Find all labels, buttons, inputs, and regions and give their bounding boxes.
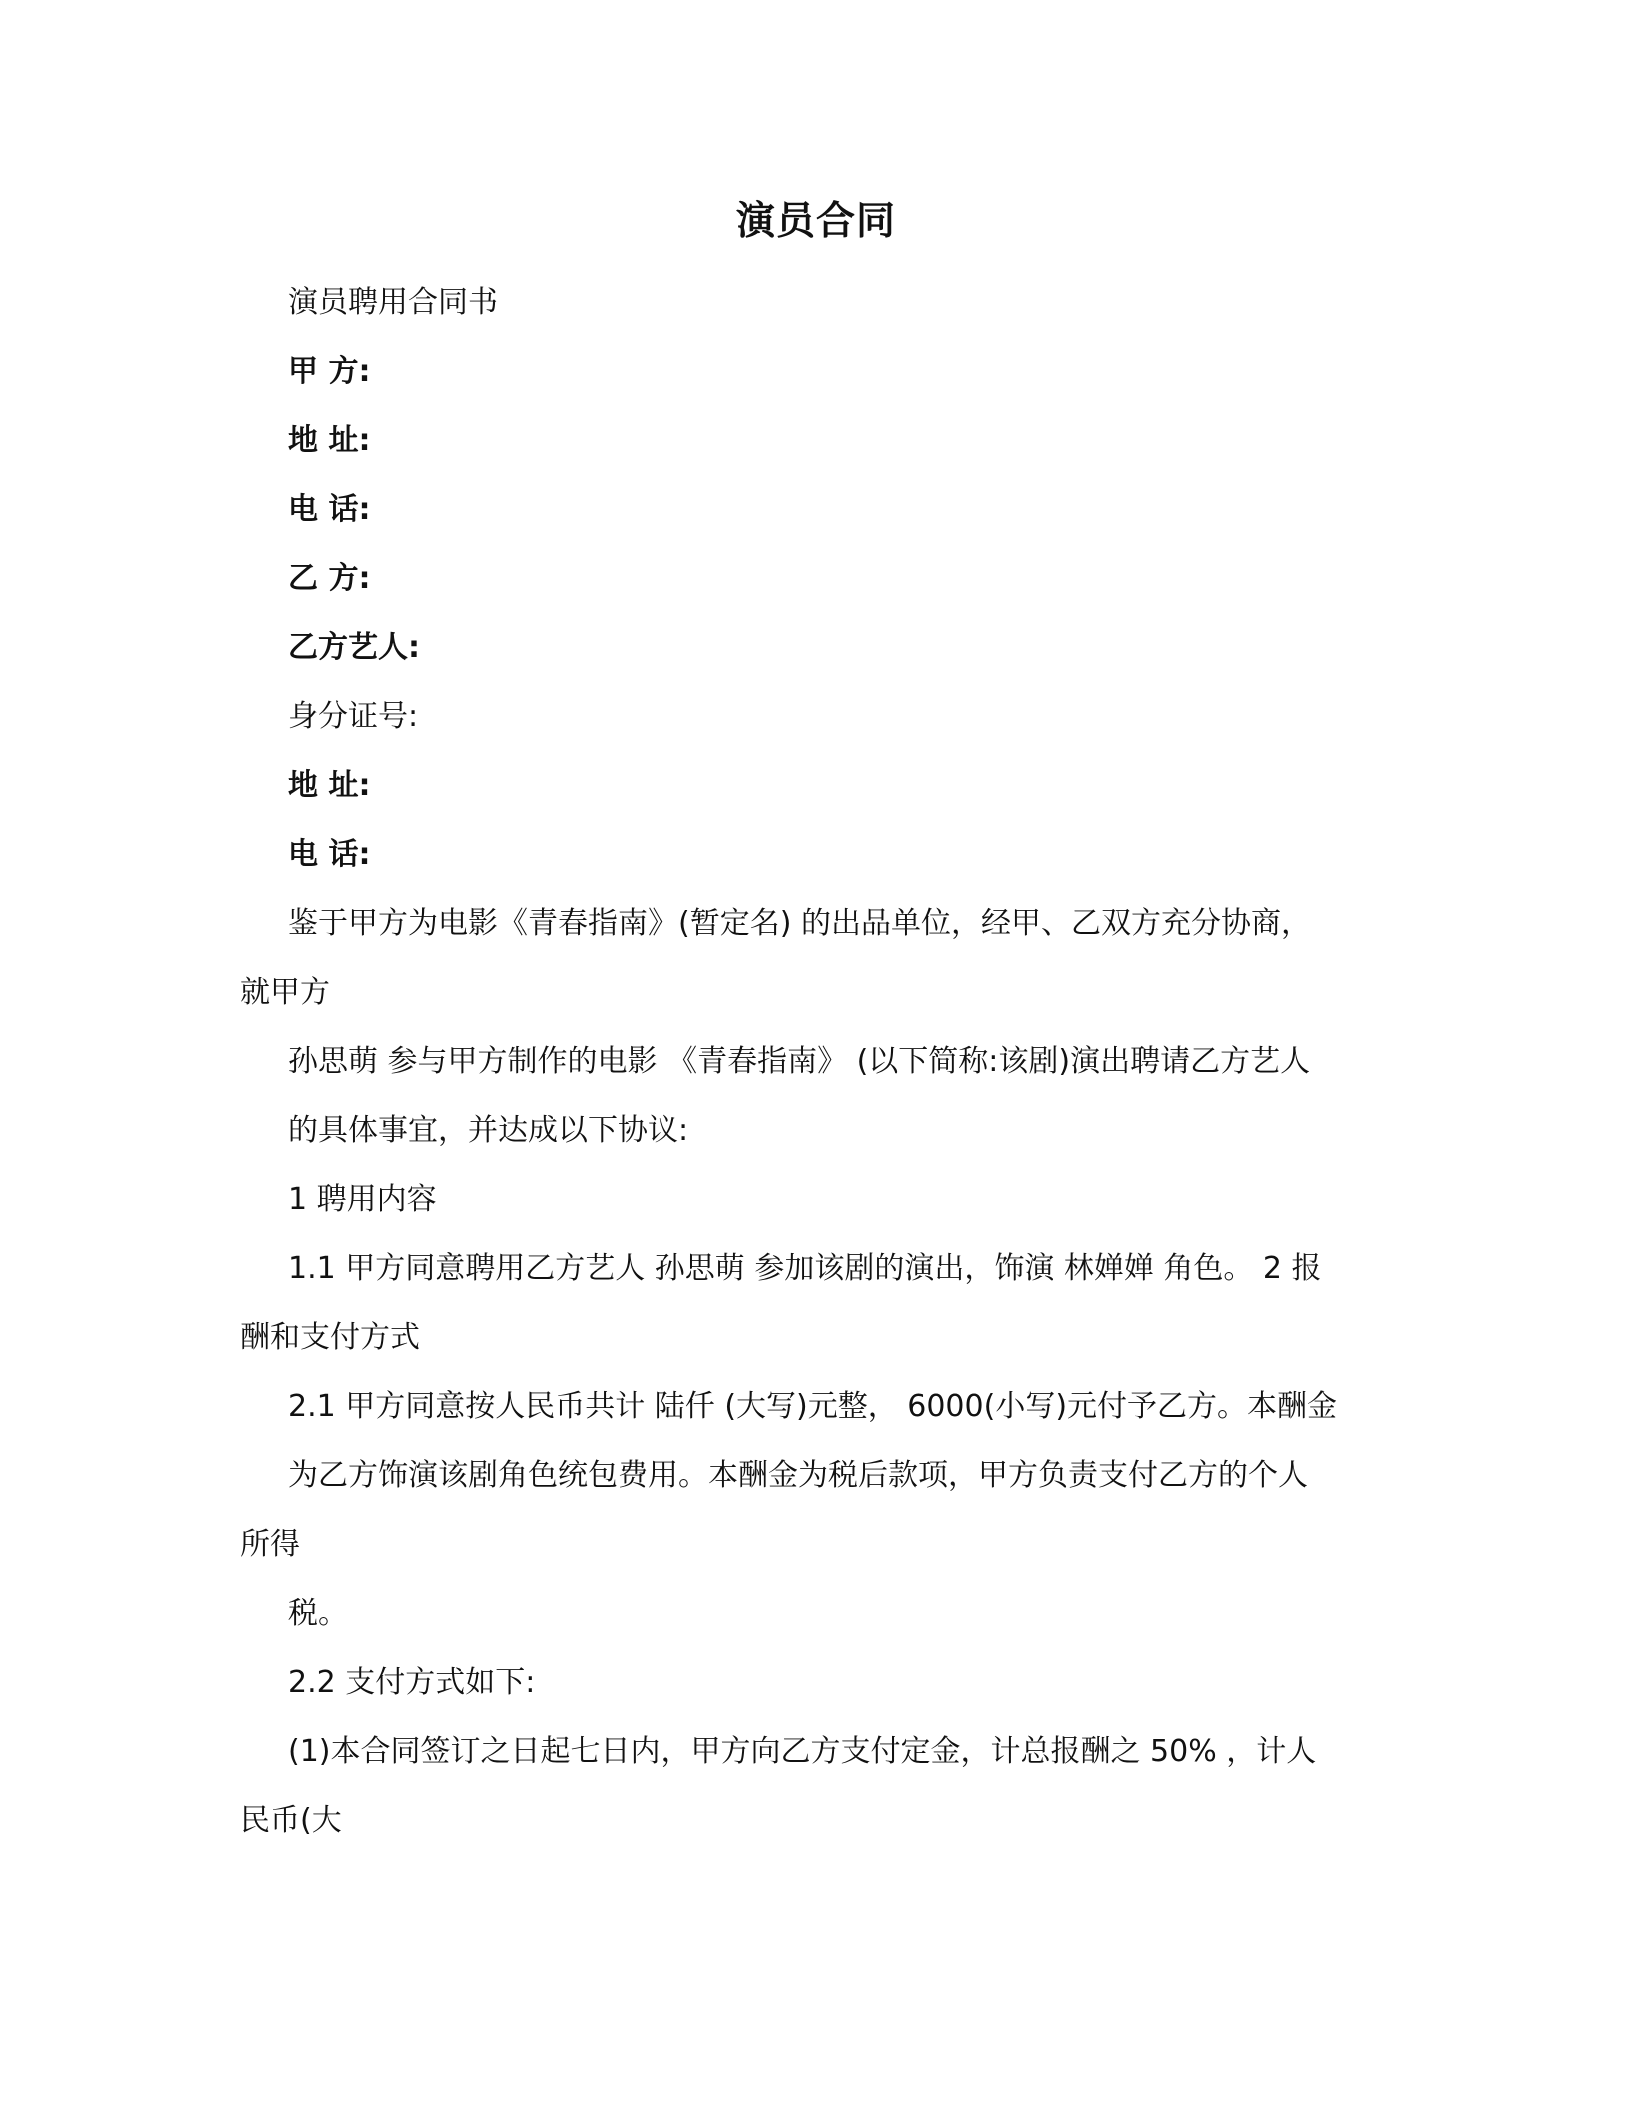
- party-a-address-label: 地 址:: [288, 423, 371, 458]
- clause-line: 2.1 甲方同意按人民币共计 陆仟 (大写)元整， 6000(小写)元付予乙方。本酬金: [288, 1389, 1338, 1424]
- preamble-line: 鉴于甲方为电影《青春指南》(暂定名) 的出品单位，经甲、乙双方充分协商，: [288, 906, 1311, 941]
- preamble-line: 就甲方: [240, 975, 330, 1010]
- clause-line: 2.2 支付方式如下:: [288, 1665, 536, 1700]
- party-b-label: 乙 方:: [288, 561, 371, 596]
- clause-line: 所得: [240, 1527, 300, 1562]
- clause-line: 民币(大: [240, 1803, 342, 1838]
- id-number-label: 身分证号:: [288, 699, 419, 734]
- section-heading: 酬和支付方式: [240, 1320, 420, 1355]
- party-b-phone-label: 电 话:: [288, 837, 371, 872]
- clause-line: 1.1 甲方同意聘用乙方艺人 孙思萌 参加该剧的演出，饰演 林婵婵 角色。 2 报: [288, 1251, 1322, 1286]
- section-heading: 1 聘用内容: [288, 1182, 437, 1217]
- party-a-phone-label: 电 话:: [288, 492, 371, 527]
- preamble-line: 的具体事宜，并达成以下协议:: [288, 1113, 689, 1148]
- party-a-label: 甲 方:: [288, 354, 371, 389]
- preamble-line: 孙思萌 参与甲方制作的电影 《青春指南》 (以下简称:该剧)演出聘请乙方艺人: [288, 1044, 1311, 1079]
- contract-subtitle: 演员聘用合同书: [288, 285, 498, 320]
- document-title: 演员合同: [735, 199, 896, 244]
- party-b-artist-label: 乙方艺人:: [288, 630, 420, 665]
- clause-line: 税。: [288, 1596, 348, 1631]
- clause-line: 为乙方饰演该剧角色统包费用。本酬金为税后款项，甲方负责支付乙方的个人: [288, 1458, 1308, 1493]
- clause-line: (1)本合同签订之日起七日内，甲方向乙方支付定金，计总报酬之 50% ，计人: [288, 1734, 1317, 1769]
- party-b-address-label: 地 址:: [288, 768, 371, 803]
